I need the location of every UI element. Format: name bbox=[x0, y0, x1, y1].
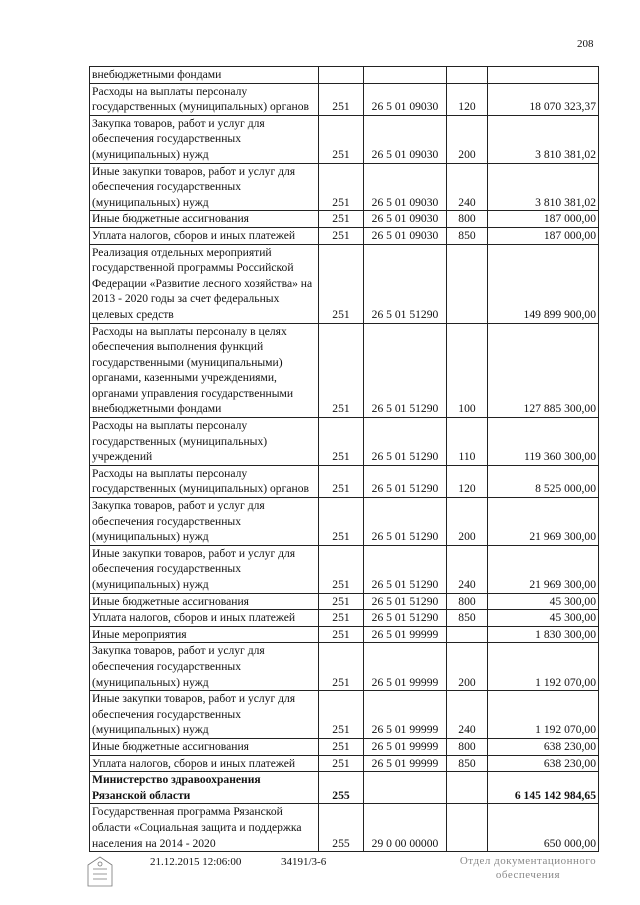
expense-name-cell: Министерство здравоохранения Рязанской области bbox=[90, 772, 319, 804]
admin-code-cell: 251 bbox=[319, 83, 364, 115]
footer-department-note: Отдел документационного обеспечения bbox=[459, 855, 597, 881]
amount-cell: 21 969 300,00 bbox=[488, 545, 599, 593]
admin-code-cell: 251 bbox=[319, 738, 364, 755]
table-row bbox=[90, 115, 599, 163]
expense-type-cell: 110 bbox=[447, 418, 488, 466]
admin-code-cell: 251 bbox=[319, 418, 364, 466]
table-row bbox=[90, 67, 599, 84]
amount-cell: 18 070 323,37 bbox=[488, 83, 599, 115]
expense-name-cell: Расходы на выплаты персоналу государственных (муниципальных) органов bbox=[90, 465, 319, 497]
expense-name-cell: Уплата налогов, сборов и иных платежей bbox=[90, 755, 319, 772]
expense-name-cell: Иные закупки товаров, работ и услуг для обеспечения государственных (муниципальных) нужд bbox=[90, 163, 319, 211]
admin-code-cell: 251 bbox=[319, 643, 364, 691]
table-row bbox=[90, 418, 599, 466]
table-row bbox=[90, 804, 599, 852]
target-code-cell: 26 5 01 09030 bbox=[364, 227, 447, 244]
expense-type-cell: 200 bbox=[447, 643, 488, 691]
expense-type-cell bbox=[447, 804, 488, 852]
target-code-cell: 26 5 01 09030 bbox=[364, 83, 447, 115]
table-row bbox=[90, 163, 599, 211]
target-code-cell: 29 0 00 00000 bbox=[364, 804, 447, 852]
target-code-cell: 26 5 01 99999 bbox=[364, 738, 447, 755]
amount-cell: 21 969 300,00 bbox=[488, 498, 599, 546]
target-code-cell: 26 5 01 51290 bbox=[364, 610, 447, 627]
table-row bbox=[90, 244, 599, 323]
admin-code-cell: 251 bbox=[319, 227, 364, 244]
amount-cell: 6 145 142 984,65 bbox=[488, 772, 599, 804]
expense-name-cell: Закупка товаров, работ и услуг для обеспечения государственных (муниципальных) нужд bbox=[90, 498, 319, 546]
expense-name-cell: Иные закупки товаров, работ и услуг для обеспечения государственных (муниципальных) нужд bbox=[90, 545, 319, 593]
target-code-cell: 26 5 01 51290 bbox=[364, 545, 447, 593]
footer-doc-id: 34191/3-6 bbox=[281, 856, 327, 868]
amount-cell: 3 810 381,02 bbox=[488, 163, 599, 211]
admin-code-cell: 255 bbox=[319, 772, 364, 804]
expense-type-cell bbox=[447, 626, 488, 643]
expense-name-cell: Государственная программа Рязанской области «Социальная защита и поддержка населения на 2014 - 2020 bbox=[90, 804, 319, 852]
target-code-cell: 26 5 01 51290 bbox=[364, 498, 447, 546]
expense-name-cell: Расходы на выплаты персоналу государственных (муниципальных) учреждений bbox=[90, 418, 319, 466]
table-row bbox=[90, 227, 599, 244]
target-code-cell: 26 5 01 51290 bbox=[364, 593, 447, 610]
target-code-cell: 26 5 01 99999 bbox=[364, 755, 447, 772]
table-row bbox=[90, 83, 599, 115]
expense-type-cell: 200 bbox=[447, 115, 488, 163]
expense-name-cell: Иные мероприятия bbox=[90, 626, 319, 643]
expense-type-cell: 240 bbox=[447, 545, 488, 593]
expense-type-cell: 850 bbox=[447, 227, 488, 244]
amount-cell: 8 525 000,00 bbox=[488, 465, 599, 497]
expense-type-cell: 800 bbox=[447, 593, 488, 610]
amount-cell: 187 000,00 bbox=[488, 227, 599, 244]
expense-name-cell: Уплата налогов, сборов и иных платежей bbox=[90, 610, 319, 627]
table-row bbox=[90, 755, 599, 772]
admin-code-cell: 255 bbox=[319, 804, 364, 852]
amount-cell: 119 360 300,00 bbox=[488, 418, 599, 466]
expense-type-cell: 800 bbox=[447, 738, 488, 755]
emblem-stamp-icon bbox=[85, 855, 115, 889]
expense-name-cell: Реализация отдельных мероприятий государственной программы Российской Федерации «Развитие лесного хозяйства» на 2013 - 2020 годы за счет федеральных целевых средств bbox=[90, 244, 319, 323]
target-code-cell: 26 5 01 09030 bbox=[364, 211, 447, 228]
expense-name-cell: Иные закупки товаров, работ и услуг для обеспечения государственных (муниципальных) нужд bbox=[90, 691, 319, 739]
target-code-cell: 26 5 01 51290 bbox=[364, 244, 447, 323]
admin-code-cell: 251 bbox=[319, 244, 364, 323]
expense-type-cell: 850 bbox=[447, 610, 488, 627]
amount-cell: 3 810 381,02 bbox=[488, 115, 599, 163]
expense-type-cell bbox=[447, 244, 488, 323]
expense-type-cell: 240 bbox=[447, 691, 488, 739]
amount-cell: 45 300,00 bbox=[488, 610, 599, 627]
admin-code-cell: 251 bbox=[319, 323, 364, 418]
amount-cell: 638 230,00 bbox=[488, 738, 599, 755]
expense-type-cell: 120 bbox=[447, 465, 488, 497]
admin-code-cell: 251 bbox=[319, 163, 364, 211]
expense-name-cell: Расходы на выплаты персоналу государственных (муниципальных) органов bbox=[90, 83, 319, 115]
amount-cell: 149 899 900,00 bbox=[488, 244, 599, 323]
target-code-cell bbox=[364, 67, 447, 84]
expense-type-cell: 240 bbox=[447, 163, 488, 211]
amount-cell: 1 192 070,00 bbox=[488, 643, 599, 691]
target-code-cell: 26 5 01 09030 bbox=[364, 115, 447, 163]
expense-name-cell: Иные бюджетные ассигнования bbox=[90, 738, 319, 755]
admin-code-cell: 251 bbox=[319, 465, 364, 497]
table-row bbox=[90, 211, 599, 228]
admin-code-cell bbox=[319, 67, 364, 84]
expense-name-cell: Закупка товаров, работ и услуг для обеспечения государственных (муниципальных) нужд bbox=[90, 643, 319, 691]
table-row bbox=[90, 545, 599, 593]
admin-code-cell: 251 bbox=[319, 691, 364, 739]
target-code-cell: 26 5 01 51290 bbox=[364, 323, 447, 418]
amount-cell: 1 830 300,00 bbox=[488, 626, 599, 643]
amount-cell: 650 000,00 bbox=[488, 804, 599, 852]
budget-table bbox=[89, 66, 599, 852]
expense-name-cell: Расходы на выплаты персоналу в целях обеспечения выполнения функций государственными (муниципальными) органами, казенными учреждениями, органами управления государственными внебюджетными фондами bbox=[90, 323, 319, 418]
expense-name-cell: Иные бюджетные ассигнования bbox=[90, 211, 319, 228]
target-code-cell: 26 5 01 51290 bbox=[364, 418, 447, 466]
target-code-cell: 26 5 01 99999 bbox=[364, 626, 447, 643]
expense-type-cell bbox=[447, 772, 488, 804]
table-row bbox=[90, 738, 599, 755]
table-row bbox=[90, 498, 599, 546]
expense-type-cell: 200 bbox=[447, 498, 488, 546]
table-row bbox=[90, 610, 599, 627]
admin-code-cell: 251 bbox=[319, 610, 364, 627]
expense-name-cell: Иные бюджетные ассигнования bbox=[90, 593, 319, 610]
table-row bbox=[90, 593, 599, 610]
expense-type-cell: 100 bbox=[447, 323, 488, 418]
target-code-cell bbox=[364, 772, 447, 804]
expense-type-cell: 800 bbox=[447, 211, 488, 228]
admin-code-cell: 251 bbox=[319, 545, 364, 593]
admin-code-cell: 251 bbox=[319, 626, 364, 643]
table-row bbox=[90, 643, 599, 691]
target-code-cell: 26 5 01 99999 bbox=[364, 691, 447, 739]
target-code-cell: 26 5 01 09030 bbox=[364, 163, 447, 211]
table-row bbox=[90, 465, 599, 497]
amount-cell: 45 300,00 bbox=[488, 593, 599, 610]
admin-code-cell: 251 bbox=[319, 755, 364, 772]
admin-code-cell: 251 bbox=[319, 211, 364, 228]
expense-name-cell: Закупка товаров, работ и услуг для обеспечения государственных (муниципальных) нужд bbox=[90, 115, 319, 163]
table-row bbox=[90, 772, 599, 804]
expense-type-cell: 120 bbox=[447, 83, 488, 115]
page-number: 208 bbox=[577, 38, 594, 50]
expense-type-cell: 850 bbox=[447, 755, 488, 772]
expense-name-cell: внебюджетными фондами bbox=[90, 67, 319, 84]
target-code-cell: 26 5 01 51290 bbox=[364, 465, 447, 497]
admin-code-cell: 251 bbox=[319, 115, 364, 163]
amount-cell: 127 885 300,00 bbox=[488, 323, 599, 418]
table-row bbox=[90, 626, 599, 643]
admin-code-cell: 251 bbox=[319, 593, 364, 610]
amount-cell bbox=[488, 67, 599, 84]
table-row bbox=[90, 323, 599, 418]
table-row bbox=[90, 691, 599, 739]
amount-cell: 638 230,00 bbox=[488, 755, 599, 772]
footer-timestamp: 21.12.2015 12:06:00 bbox=[150, 856, 242, 868]
target-code-cell: 26 5 01 99999 bbox=[364, 643, 447, 691]
expense-name-cell: Уплата налогов, сборов и иных платежей bbox=[90, 227, 319, 244]
admin-code-cell: 251 bbox=[319, 498, 364, 546]
expense-type-cell bbox=[447, 67, 488, 84]
amount-cell: 1 192 070,00 bbox=[488, 691, 599, 739]
amount-cell: 187 000,00 bbox=[488, 211, 599, 228]
